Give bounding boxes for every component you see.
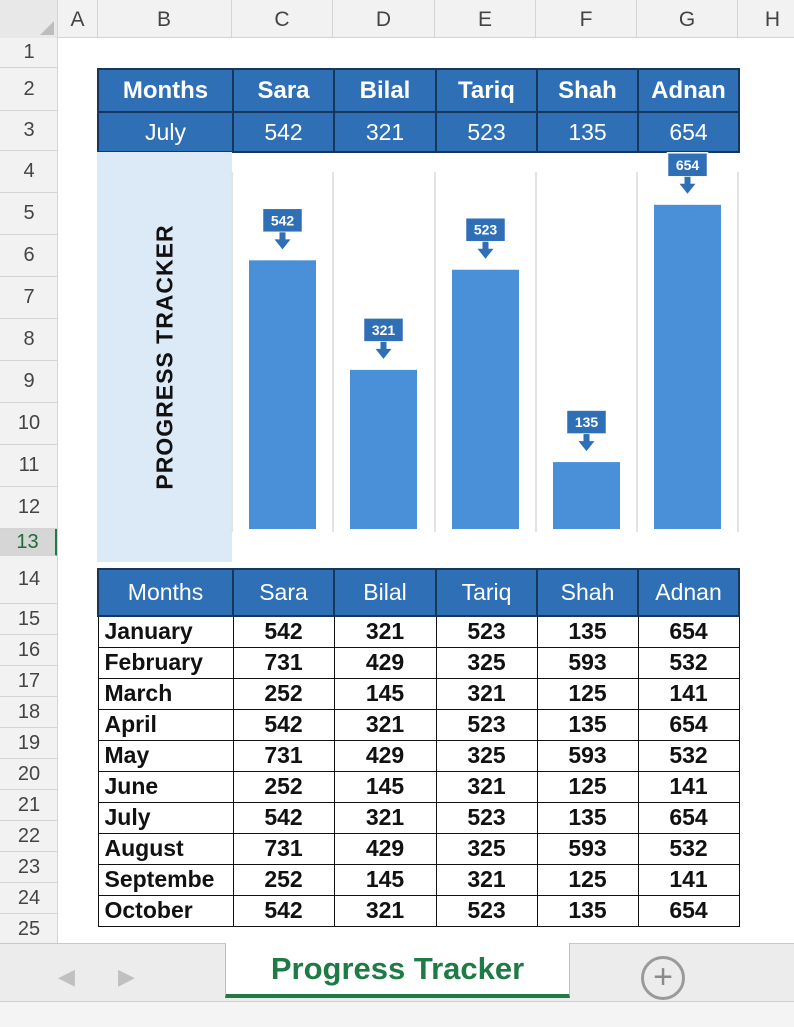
value-cell[interactable]: 125	[537, 864, 638, 895]
row-header-bar	[0, 38, 58, 943]
table-row	[98, 647, 739, 678]
value-cell[interactable]: 532	[638, 833, 739, 864]
month-cell[interactable]: June	[98, 771, 233, 802]
month-cell[interactable]: October	[98, 895, 233, 926]
column-header-name[interactable]: Tariq	[436, 569, 537, 616]
row-header-12[interactable]: 12	[0, 487, 58, 529]
progress-bar-chart[interactable]	[97, 152, 739, 562]
table-row	[98, 616, 739, 647]
data-label-tariq	[466, 218, 506, 259]
value-cell[interactable]: 252	[233, 864, 334, 895]
row-header-23[interactable]: 23	[0, 852, 58, 883]
value-cell[interactable]: 523	[436, 709, 537, 740]
value-cell[interactable]: 325	[436, 740, 537, 771]
month-cell[interactable]: April	[98, 709, 233, 740]
value-cell[interactable]: 321	[436, 678, 537, 709]
column-header-a[interactable]: A	[58, 0, 98, 38]
value-cell[interactable]: 654	[638, 709, 739, 740]
column-header-name[interactable]: Bilal	[334, 569, 436, 616]
row-header-19[interactable]: 19	[0, 728, 58, 759]
month-cell[interactable]: May	[98, 740, 233, 771]
value-cell[interactable]: 145	[334, 678, 436, 709]
monthly-data-table	[97, 568, 740, 927]
data-label-text: 523	[473, 221, 498, 238]
value-cell[interactable]: 542	[233, 616, 334, 647]
value-cell[interactable]: 654	[638, 895, 739, 926]
value-cell[interactable]: 252	[233, 678, 334, 709]
value-cell[interactable]: 731	[233, 647, 334, 678]
column-header-name[interactable]: Shah	[537, 569, 638, 616]
bar-tariq[interactable]	[452, 270, 519, 529]
row-header-5[interactable]: 5	[0, 193, 58, 235]
row-header-2[interactable]: 2	[0, 68, 58, 111]
value-cell[interactable]: 321	[334, 616, 436, 647]
current-value-cell[interactable]: 542	[233, 112, 334, 152]
row-header-9[interactable]: 9	[0, 361, 58, 403]
column-header-name[interactable]: Adnan	[638, 569, 739, 616]
column-header-b[interactable]: B	[97, 0, 232, 38]
column-header-f[interactable]: F	[536, 0, 637, 38]
data-label-shah	[567, 410, 607, 451]
data-label-text: 135	[574, 414, 599, 431]
current-value-cell[interactable]: 523	[436, 112, 537, 152]
row-header-25[interactable]: 25	[0, 914, 58, 943]
current-value-cell[interactable]: 135	[537, 112, 638, 152]
bar-bilal[interactable]	[350, 370, 417, 529]
value-cell[interactable]: 135	[537, 895, 638, 926]
value-cell[interactable]: 731	[233, 833, 334, 864]
select-all-corner[interactable]	[0, 0, 58, 38]
data-label-text: 654	[675, 156, 700, 173]
row-header-16[interactable]: 16	[0, 635, 58, 666]
value-cell[interactable]: 125	[537, 771, 638, 802]
sheet-tab-bar	[0, 943, 794, 1001]
bar-shah[interactable]	[553, 462, 620, 529]
column-header-e[interactable]: E	[435, 0, 536, 38]
table-row	[98, 678, 739, 709]
current-value-cell[interactable]: 321	[334, 112, 436, 152]
month-cell[interactable]: January	[98, 616, 233, 647]
column-header-d[interactable]: D	[333, 0, 435, 38]
table-row	[98, 709, 739, 740]
value-cell[interactable]: 593	[537, 647, 638, 678]
next-sheet-icon[interactable]: ▶	[118, 964, 135, 989]
header-name-cell[interactable]: Sara	[233, 69, 334, 112]
table-row	[98, 771, 739, 802]
summary-header-table	[97, 68, 740, 153]
value-cell[interactable]: 532	[638, 647, 739, 678]
table-row	[98, 740, 739, 771]
table-row	[98, 802, 739, 833]
value-cell[interactable]: 654	[638, 616, 739, 647]
column-header-bar	[0, 0, 794, 38]
header-name-cell[interactable]: Shah	[537, 69, 638, 112]
row-header-20[interactable]: 20	[0, 759, 58, 790]
current-month-cell[interactable]: July	[98, 112, 233, 152]
month-cell[interactable]: February	[98, 647, 233, 678]
data-label-sara	[263, 208, 303, 249]
bar-sara[interactable]	[249, 260, 316, 529]
previous-sheet-icon[interactable]: ◀	[58, 964, 75, 989]
table-row	[98, 833, 739, 864]
value-cell[interactable]: 542	[233, 895, 334, 926]
month-cell[interactable]: Septembe	[98, 864, 233, 895]
value-cell[interactable]: 523	[436, 802, 537, 833]
value-cell[interactable]: 321	[436, 771, 537, 802]
row-header-15[interactable]: 15	[0, 604, 58, 635]
row-header-14[interactable]: 14	[0, 556, 58, 604]
data-label-text: 542	[270, 212, 295, 229]
value-cell[interactable]: 135	[537, 616, 638, 647]
value-cell[interactable]: 141	[638, 864, 739, 895]
value-cell[interactable]: 135	[537, 709, 638, 740]
month-cell[interactable]: March	[98, 678, 233, 709]
select-all-triangle-icon	[40, 21, 54, 35]
value-cell[interactable]: 321	[334, 709, 436, 740]
month-cell[interactable]: August	[98, 833, 233, 864]
header-name-cell[interactable]: Tariq	[436, 69, 537, 112]
value-cell[interactable]: 325	[436, 647, 537, 678]
value-cell[interactable]: 542	[233, 709, 334, 740]
row-header-10[interactable]: 10	[0, 403, 58, 445]
value-cell[interactable]: 321	[436, 864, 537, 895]
row-header-18[interactable]: 18	[0, 697, 58, 728]
header-months-label[interactable]: Months	[98, 69, 233, 112]
column-header-name[interactable]: Sara	[233, 569, 334, 616]
header-name-cell[interactable]: Bilal	[334, 69, 436, 112]
add-sheet-icon[interactable]: +	[641, 956, 685, 1000]
value-cell[interactable]: 321	[334, 802, 436, 833]
row-header-11[interactable]: 11	[0, 445, 58, 487]
sheet-tab-progress-tracker[interactable]: Progress Tracker	[225, 943, 570, 998]
current-value-cell[interactable]: 654	[638, 112, 739, 152]
data-label-bilal	[364, 318, 404, 359]
value-cell[interactable]: 252	[233, 771, 334, 802]
row-header-3[interactable]: 3	[0, 111, 58, 151]
table-row	[98, 895, 739, 926]
table-row	[98, 864, 739, 895]
value-cell[interactable]: 731	[233, 740, 334, 771]
row-header-17[interactable]: 17	[0, 666, 58, 697]
row-header-24[interactable]: 24	[0, 883, 58, 914]
value-cell[interactable]: 429	[334, 647, 436, 678]
row-header-22[interactable]: 22	[0, 821, 58, 852]
bar-adnan[interactable]	[654, 205, 721, 529]
month-cell[interactable]: July	[98, 802, 233, 833]
column-header-c[interactable]: C	[232, 0, 333, 38]
value-cell[interactable]: 325	[436, 833, 537, 864]
value-cell[interactable]: 593	[537, 833, 638, 864]
value-cell[interactable]: 321	[334, 895, 436, 926]
row-header-13[interactable]: 13	[0, 529, 58, 556]
value-cell[interactable]: 523	[436, 895, 537, 926]
data-label-adnan	[668, 153, 708, 194]
value-cell[interactable]: 429	[334, 740, 436, 771]
value-cell[interactable]: 532	[638, 740, 739, 771]
value-cell[interactable]: 145	[334, 864, 436, 895]
row-header-1[interactable]: 1	[0, 38, 58, 68]
value-cell[interactable]: 593	[537, 740, 638, 771]
value-cell[interactable]: 654	[638, 802, 739, 833]
value-cell[interactable]: 523	[436, 616, 537, 647]
row-header-6[interactable]: 6	[0, 235, 58, 277]
row-header-8[interactable]: 8	[0, 319, 58, 361]
row-header-21[interactable]: 21	[0, 790, 58, 821]
value-cell[interactable]: 542	[233, 802, 334, 833]
value-cell[interactable]: 125	[537, 678, 638, 709]
value-cell[interactable]: 135	[537, 802, 638, 833]
column-header-g[interactable]: G	[637, 0, 738, 38]
value-cell[interactable]: 429	[334, 833, 436, 864]
value-cell[interactable]: 145	[334, 771, 436, 802]
value-cell[interactable]: 141	[638, 771, 739, 802]
header-name-cell[interactable]: Adnan	[638, 69, 739, 112]
value-cell[interactable]: 141	[638, 678, 739, 709]
data-label-text: 321	[371, 321, 396, 338]
row-header-4[interactable]: 4	[0, 151, 58, 193]
status-bar	[0, 1001, 794, 1027]
progress-chart-area	[97, 152, 739, 562]
row-header-7[interactable]: 7	[0, 277, 58, 319]
column-header-months[interactable]: Months	[98, 569, 233, 616]
tracker-title: PROGRESS TRACKER	[151, 224, 178, 490]
column-header-h[interactable]: H	[738, 0, 794, 38]
